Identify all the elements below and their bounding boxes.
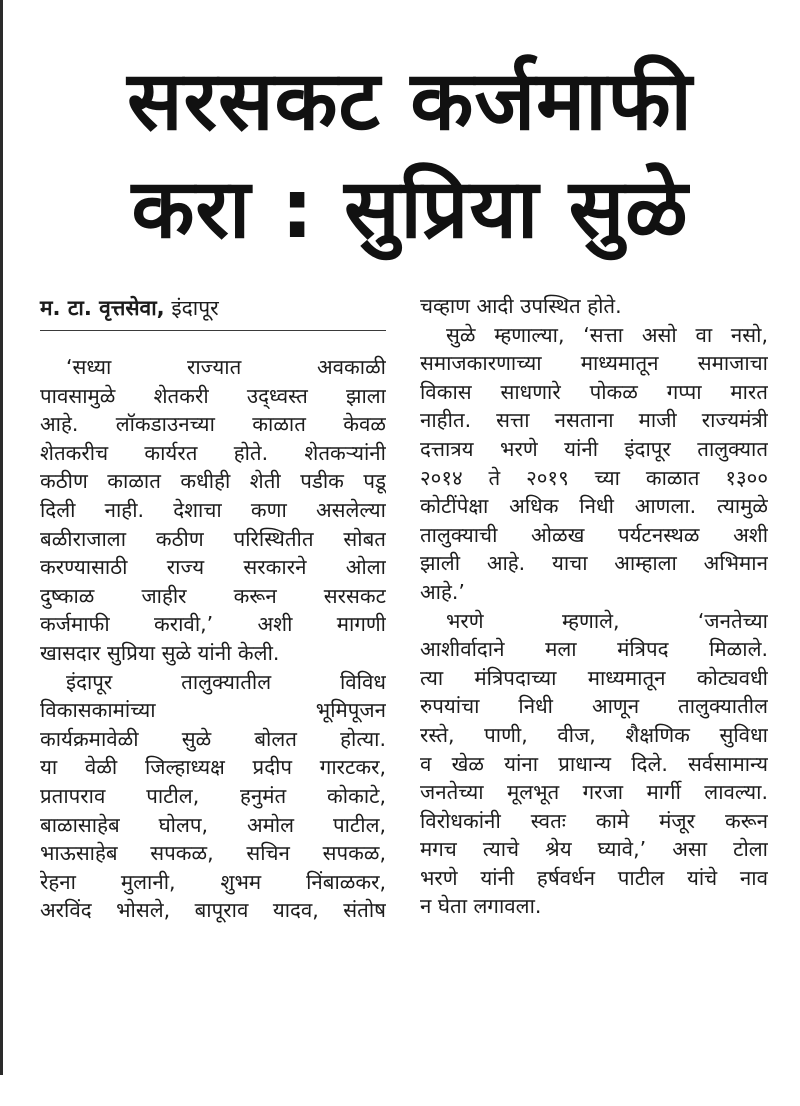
paragraph-line: भरणे म्हणाले, ‘जनतेच्या: [446, 608, 768, 633]
paragraph-line: विकास साधणारे पोकळ गप्पा मारत: [420, 379, 768, 404]
paragraph-line: भरणे यांनी हर्षवर्धन पाटील यांचे नाव: [420, 865, 768, 890]
paragraph-line: २०१४ ते २०१९ च्या काळात १३००: [420, 465, 768, 490]
paragraph-line: विरोधकांनी स्वतः कामे मंजूर करून: [420, 808, 768, 833]
paragraph-line: अरविंद भोसले, बापूराव यादव, संतोष: [40, 898, 386, 923]
headline-line-2: करा : सुप्रिया सुळे: [131, 162, 689, 257]
paragraph-line: दत्तात्रय भरणे यांनी इंदापूर तालुक्यात: [420, 436, 768, 461]
paragraph-line: प्रतापराव पाटील, हनुमंत कोकाटे,: [40, 783, 386, 808]
paragraph-line: करण्यासाठी राज्य सरकारने ओला: [40, 555, 386, 580]
paragraph-line: मगच त्याचे श्रेय घ्यावे,’ असा टोला: [420, 837, 768, 862]
paragraph-line: नाहीत. सत्ता नसताना माजी राज्यमंत्री: [420, 408, 768, 433]
byline-divider: [40, 330, 386, 331]
paragraph-line: झाली आहे. याचा आम्हाला अभिमान: [420, 551, 768, 576]
paragraph-line: पावसामुळे शेतकरी उद्ध्वस्त झाला: [40, 383, 386, 408]
paragraph-line: कर्जमाफी करावी,’ अशी मागणी: [40, 612, 386, 637]
paragraph-line: बाळासाहेब घोलप, अमोल पाटील,: [40, 812, 386, 837]
paragraph-line: समाजकारणाच्या माध्यमातून समाजाचा: [420, 351, 768, 376]
paragraph-line: आहे.’: [420, 579, 465, 604]
paragraph-line: या वेळी जिल्हाध्यक्ष प्रदीप गारटकर,: [40, 755, 386, 780]
paragraph-line: बळीराजाला कठीण परिस्थितीत सोबत: [40, 526, 386, 551]
headline: [40, 48, 780, 264]
paragraph-line: आहे. लॉकडाउनच्या काळात केवळ: [40, 412, 386, 437]
paragraph-line: चव्हाण आदी उपस्थित होते.: [420, 294, 622, 318]
paragraph-line: कार्यक्रमावेळी सुळे बोलत होत्या.: [40, 726, 386, 751]
paragraph-line: सुळे म्हणाल्या, ‘सत्ता असो वा नसो,: [446, 322, 768, 347]
paragraph-line: न घेता लगावला.: [420, 894, 542, 919]
article-column-left: [40, 292, 386, 925]
byline: [40, 292, 386, 330]
paragraph-line: रस्ते, पाणी, वीज, शैक्षणिक सुविधा: [420, 722, 768, 747]
paragraph-line: आशीर्वादाने मला मंत्रिपद मिळाले.: [420, 637, 768, 662]
paragraph-line: दुष्काळ जाहीर करून सरसकट: [40, 583, 386, 608]
paragraph-line: रुपयांचा निधी आणून तालुक्यातील: [420, 694, 768, 719]
paragraph-line: कठीण काळात कधीही शेती पडीक पडू: [40, 469, 386, 494]
paragraph-line: खासदार सुप्रिया सुळे यांनी केली.: [40, 640, 280, 665]
paragraph-line: तालुक्याची ओळख पर्यटनस्थळ अशी: [420, 522, 768, 547]
article-column-right: [420, 292, 768, 921]
headline-line-1: सरसकट कर्जमाफी: [127, 54, 693, 149]
left-border-rule: [0, 0, 3, 1075]
paragraph-line: त्या मंत्रिपदाच्या माध्यमातून कोट्यवधी: [420, 665, 768, 690]
paragraph-line: शेतकरीच कार्यरत होते. शेतकऱ्यांनी: [40, 440, 386, 465]
paragraph-line: दिली नाही. देशाचा कणा असलेल्या: [40, 497, 386, 522]
paragraph-line: कोटींपेक्षा अधिक निधी आणला. त्यामुळे: [420, 494, 768, 519]
paragraph-line: ‘सध्या राज्यात अवकाळी: [66, 355, 386, 379]
byline-place: इंदापूर: [164, 296, 219, 320]
paragraph-line: इंदापूर तालुक्यातील विविध: [66, 669, 386, 694]
paragraph-line: व खेळ यांना प्राधान्य दिले. सर्वसामान्य: [420, 751, 768, 776]
paragraph-line: भाऊसाहेब सपकळ, सचिन सपकळ,: [40, 841, 386, 866]
paragraph-line: विकासकामांच्या भूमिपूजन: [40, 698, 386, 723]
paragraph-line: रेहना मुलानी, शुभम निंबाळकर,: [40, 869, 386, 894]
byline-agency: म. टा. वृत्तसेवा,: [40, 296, 165, 320]
paragraph-line: जनतेच्या मूलभूत गरजा मार्गी लावल्या.: [420, 780, 768, 805]
